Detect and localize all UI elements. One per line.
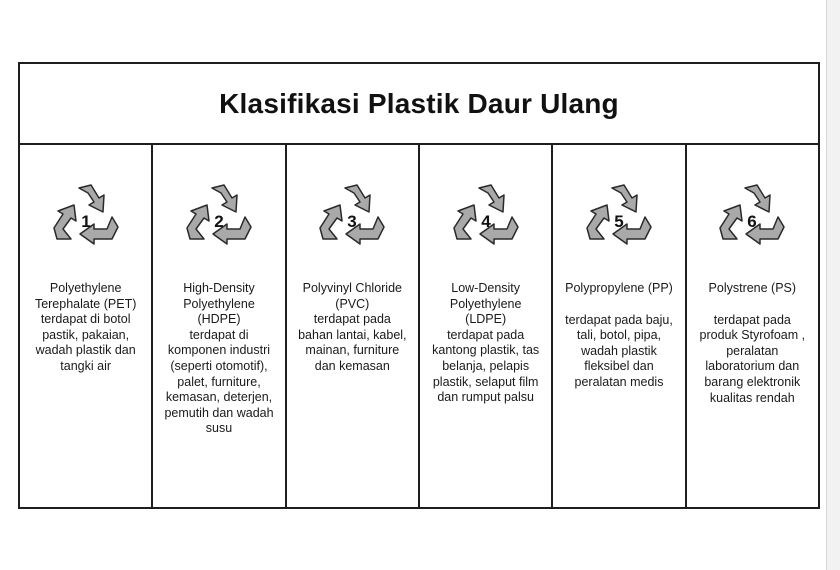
plastic-description [687, 281, 818, 406]
plastic-column-2 [153, 145, 286, 509]
recycle-icon [48, 181, 124, 251]
plastic-uses: terdapat di botol pastik, pakaian, wadah plastik dan tangki air [35, 312, 136, 373]
resin-code: 6 [747, 212, 758, 231]
plastic-name: Polypropylene (PP) [565, 281, 673, 295]
plastic-columns [20, 145, 818, 509]
plastic-uses: terdapat pada produk Styrofoam , peralatan laboratorium dan barang elektronik kualitas rendah [699, 312, 806, 405]
plastic-uses: terdapat pada baju, tali, botol, pipa, wadah plastik fleksibel dan peralatan medis [565, 312, 673, 389]
plastic-column-4 [420, 145, 553, 509]
resin-code: 1 [80, 212, 91, 231]
recycle-icon [448, 181, 524, 251]
plastic-uses: terdapat pada kantong plastik, tas belanja, pelapis plastik, selaput film dan rumput palsu [432, 327, 540, 405]
plastic-column-6 [687, 145, 818, 509]
recycle-icon [314, 181, 390, 251]
plastic-description [420, 281, 551, 406]
plastic-description [20, 281, 151, 375]
resin-code: 4 [480, 212, 491, 231]
plastic-name: High-Density Polyethylene (HDPE) [183, 281, 255, 327]
plastic-description [153, 281, 284, 437]
recycle-icon [714, 181, 790, 251]
plastic-uses: terdapat pada bahan lantai, kabel, mainan, furniture dan kemasan [298, 312, 407, 373]
plastic-column-1 [20, 145, 153, 509]
plastic-description [287, 281, 418, 375]
plastic-name: Low-Density Polyethylene (LDPE) [449, 281, 522, 327]
plastic-column-5 [553, 145, 686, 509]
plastic-name: Polyethylene Terephalate (PET) [34, 281, 137, 311]
table-title: Klasifikasi Plastik Daur Ulang [219, 87, 619, 119]
classification-table [18, 62, 820, 509]
plastic-column-3 [287, 145, 420, 509]
resin-code: 5 [614, 212, 624, 231]
plastic-description [553, 281, 684, 391]
recycle-icon [181, 181, 257, 251]
title-row [20, 64, 818, 145]
plastic-uses: terdapat di komponen industri (seperti otomotif), palet, furniture, kemasan, deterjen, pemutih dan wadah susu [164, 327, 274, 436]
plastic-name: Polyvinyl Chloride (PVC) [302, 281, 402, 311]
page-edge [826, 0, 840, 570]
resin-code: 3 [347, 212, 358, 231]
plastic-name: Polystrene (PS) [708, 281, 797, 295]
resin-code: 2 [214, 212, 224, 231]
recycle-icon [581, 181, 657, 251]
